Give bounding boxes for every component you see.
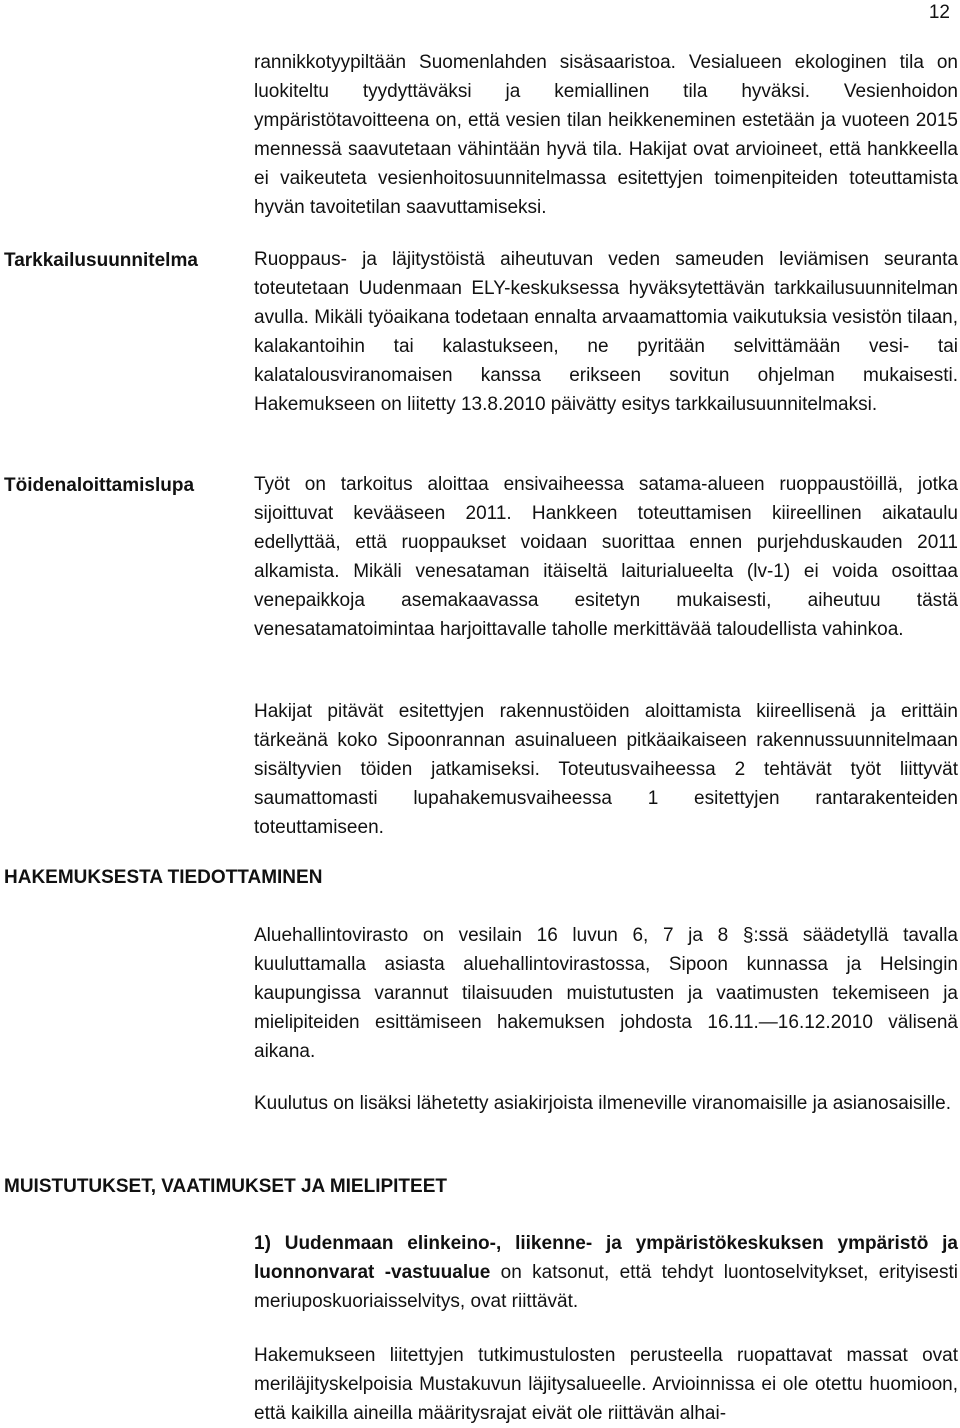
paragraph-water-status: rannikkotyypiltään Suomenlahden sisäsaaristoa. Vesialueen ekologinen tila on luokiteltu tyydyttäväksi ja kemiallinen tila hyväksi. Vesienhoidon ympäristötavoitteena on, että vesien tilan heikkeneminen estetään ja vuoteen 2015 mennessä saavutetaan vähintään hyvä tila. Hakijat ovat arvioineet, että hankkeella ei vaikeuteta vesienhoitosuunnitelmassa esitettyjen toimenpiteiden toteuttamista hyvän tavoitetilan saavuttamiseksi. xyxy=(254,52,958,218)
side-heading-toidenaloittamislupa: Töidenaloittamislupa xyxy=(4,475,195,496)
paragraph-start-permit: Työt on tarkoitus aloittaa ensivaiheessa satama-alueen ruoppaustöillä, jotka sijoittuvat kevääseen 2011. Hankkeen toteuttamisen kiireellinen aikataulu edellyttää, että ruoppaukset voidaan suorittaa ennen purjehduskauden 2011 alkamista. Mikäli venesataman itäiseltä laiturialueelta (lv-1) ei voida osoittaa venepaikkoja asemakaavassa esitetyn mukaisesti, aiheutuu tästä venesatamatoimintaa harjoittavalle taholle merkittävää taloudellista vahinkoa. xyxy=(254,474,958,640)
page-number: 12 xyxy=(928,2,950,23)
paragraph-ely-statement xyxy=(254,1229,958,1316)
paragraph-sediment-results: Hakemukseen liitettyjen tutkimustulosten perusteella ruopattavat massat ovat meriläjityskelpoisia Mustakuvun läjitysalueelle. Arvioinnissa ei ole otettu huomioon, että kaikilla aineilla määritysrajat eivät ole riittävän alhai- xyxy=(254,1345,958,1424)
ely-centre-name: 1) Uudenmaan elinkeino-, liikenne- ja ympäristökeskuksen ympäristö ja luonnonvarat -vastuualue xyxy=(254,1233,958,1283)
section-heading-muistutukset: MUISTUTUKSET, VAATIMUKSET JA MIELIPITEET xyxy=(4,1176,447,1197)
side-heading-tarkkailusuunnitelma: Tarkkailusuunnitelma xyxy=(4,250,198,271)
section-heading-hakemuksesta-tiedottaminen: HAKEMUKSESTA TIEDOTTAMINEN xyxy=(4,867,323,888)
ely-statement-text: on katsonut, että tehdyt luontoselvitykset, erityisesti meriuposkuoriaisselvitys, ovat riittävät. xyxy=(254,1262,958,1312)
paragraph-monitoring-plan: Ruoppaus- ja läjitystöistä aiheutuvan veden sameuden leviämisen seuranta toteutetaan Uudenmaan ELY-keskuksessa hyväksytettävän tarkkailusuunnitelman avulla. Mikäli työaikana todetaan ennalta arvaamattomia vaikutuksia vesistön tilaan, kalakantoihin tai kalastukseen, ne pyritään selvittämään vesi- tai kalatalousviranomaisen kanssa erikseen sovitun ohjelman mukaisesti. Hakemukseen on liitetty 13.8.2010 päivätty esitys tarkkailusuunnitelmaksi. xyxy=(254,249,958,415)
paragraph-notice-sent: Kuulutus on lisäksi lähetetty asiakirjoista ilmeneville viranomaisille ja asianosaisille. xyxy=(254,1093,951,1114)
paragraph-urgency: Hakijat pitävät esitettyjen rakennustöiden aloittamista kiireellisenä ja erittäin tärkeänä koko Sipoonrannan asuinalueen pitkäaikaiseen rakennussuunnitelmaan sisältyvien töiden jatkamiseksi. Toteutusvaiheessa 2 tehtävät työt liittyvät saumattomasti lupahakemusvaiheessa 1 esitettyjen rantarakenteiden toteuttamiseen. xyxy=(254,701,958,838)
paragraph-announcement: Aluehallintovirasto on vesilain 16 luvun 6, 7 ja 8 §:ssä säädetyllä tavalla kuuluttamalla asiasta aluehallintovirastossa, Sipoon kunnassa ja Helsingin kaupungissa varannut tilaisuuden muistutusten ja vaatimusten tekemiseen ja mielipiteiden esittämiseen hakemuksen johdosta 16.11.—16.12.2010 välisenä aikana. xyxy=(254,925,958,1062)
